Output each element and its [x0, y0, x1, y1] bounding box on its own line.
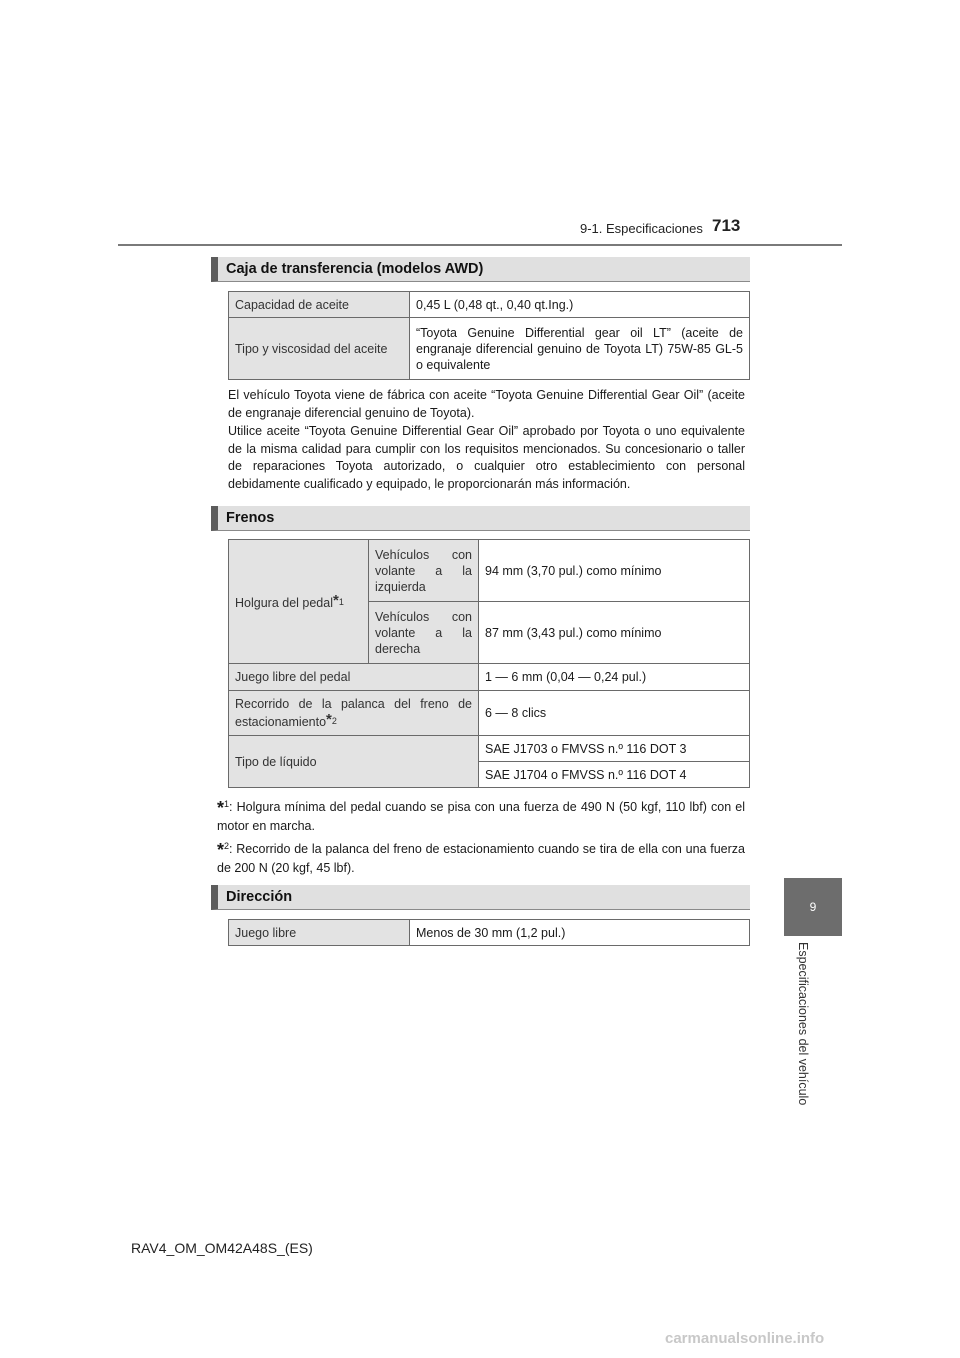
- steering-spec-table: [228, 919, 750, 946]
- spec-value: 0,45 L (0,48 qt., 0,40 qt.Ing.): [410, 292, 750, 318]
- chapter-number: 9: [809, 900, 817, 914]
- spec-label: Juego libre: [229, 920, 410, 946]
- section-title: Frenos: [226, 510, 275, 526]
- spec-value: SAE J1703 o FMVSS n.º 116 DOT 3: [479, 736, 750, 762]
- table-row: [229, 691, 750, 736]
- footnote-asterisk: *: [217, 840, 225, 860]
- section-title: Dirección: [226, 889, 293, 905]
- footnote-number: 1: [224, 799, 230, 809]
- brakes-spec-table: [228, 539, 750, 788]
- spec-value: “Toyota Genuine Differential gear oil LT” (aceite de engranaje diferencial genuino de Toyota LT) 75W-85 GL-5 o equivalente: [410, 318, 750, 380]
- table-row: [229, 664, 750, 691]
- paragraph: Utilice aceite “Toyota Genuine Differential Gear Oil” aprobado por Toyota o uno equivalente de la misma calidad para cumplir con los requisitos mencionados. Su concesionario o taller de reparaciones Toyota autorizado, o cualquier otro establecimiento con personal debidamente cualificado y equipado, le proporcionarán más información.: [228, 424, 745, 491]
- footnote-mark: *2: [326, 711, 337, 728]
- spec-value: 6 — 8 clics: [479, 691, 750, 736]
- spec-value: SAE J1704 o FMVSS n.º 116 DOT 4: [479, 762, 750, 788]
- section-heading-brakes: [211, 506, 750, 531]
- document-code: RAV4_OM_OM42A48S_(ES): [131, 1240, 313, 1256]
- section-title: Caja de transferencia (modelos AWD): [226, 261, 484, 277]
- spec-label: Tipo y viscosidad del aceite: [229, 318, 410, 380]
- spec-value: 87 mm (3,43 pul.) como mínimo: [479, 602, 750, 664]
- watermark-logo: carmanualsonline.info: [665, 1330, 825, 1347]
- spec-value: 1 — 6 mm (0,04 — 0,24 pul.): [479, 664, 750, 691]
- spec-label: [229, 540, 369, 664]
- chapter-side-label: Especificaciones del vehículo: [796, 942, 810, 1106]
- footnote-mark: *1: [333, 591, 344, 609]
- spec-sublabel: Vehículos con volante a la derecha: [369, 602, 479, 664]
- table-row: [229, 540, 750, 602]
- footnote-2: [217, 838, 745, 877]
- spec-label: Juego libre del pedal: [229, 664, 479, 691]
- running-header-section: 9-1. Especificaciones: [580, 221, 703, 236]
- label-text: Recorrido de la palanca del freno de estacionamiento: [235, 697, 472, 729]
- table-row: [229, 318, 750, 380]
- table-row: [229, 736, 750, 762]
- transfer-spec-table: [228, 291, 750, 380]
- table-row: [229, 920, 750, 946]
- paragraph: El vehículo Toyota viene de fábrica con aceite “Toyota Genuine Differential Gear Oil” (aceite de engranaje diferencial genuino de Toyota).: [228, 388, 745, 420]
- footnote-text: : Recorrido de la palanca del freno de estacionamiento cuando se tira de ella con una fuerza de 200 N (20 kgf, 45 lbf).: [217, 842, 745, 875]
- spec-label: Tipo de líquido: [229, 736, 479, 788]
- section-heading-transfer: [211, 257, 750, 282]
- spec-label: Capacidad de aceite: [229, 292, 410, 318]
- spec-value: 94 mm (3,70 pul.) como mínimo: [479, 540, 750, 602]
- header-divider: [118, 244, 842, 246]
- footnote-text: : Holgura mínima del pedal cuando se pisa con una fuerza de 490 N (50 kgf, 110 lbf) con el motor en marcha.: [217, 800, 745, 833]
- label-text: Holgura del pedal: [235, 595, 333, 610]
- section-heading-steering: [211, 885, 750, 910]
- spec-value: Menos de 30 mm (1,2 pul.): [410, 920, 750, 946]
- footnote-asterisk: *: [217, 798, 225, 818]
- table-row: [229, 292, 750, 318]
- footnote-1: [217, 796, 745, 835]
- spec-sublabel: Vehículos con volante a la izquierda: [369, 540, 479, 602]
- footnote-number: 2: [224, 841, 230, 851]
- chapter-tab: [784, 878, 842, 936]
- page-number: 713: [712, 216, 741, 235]
- spec-label: [229, 691, 479, 736]
